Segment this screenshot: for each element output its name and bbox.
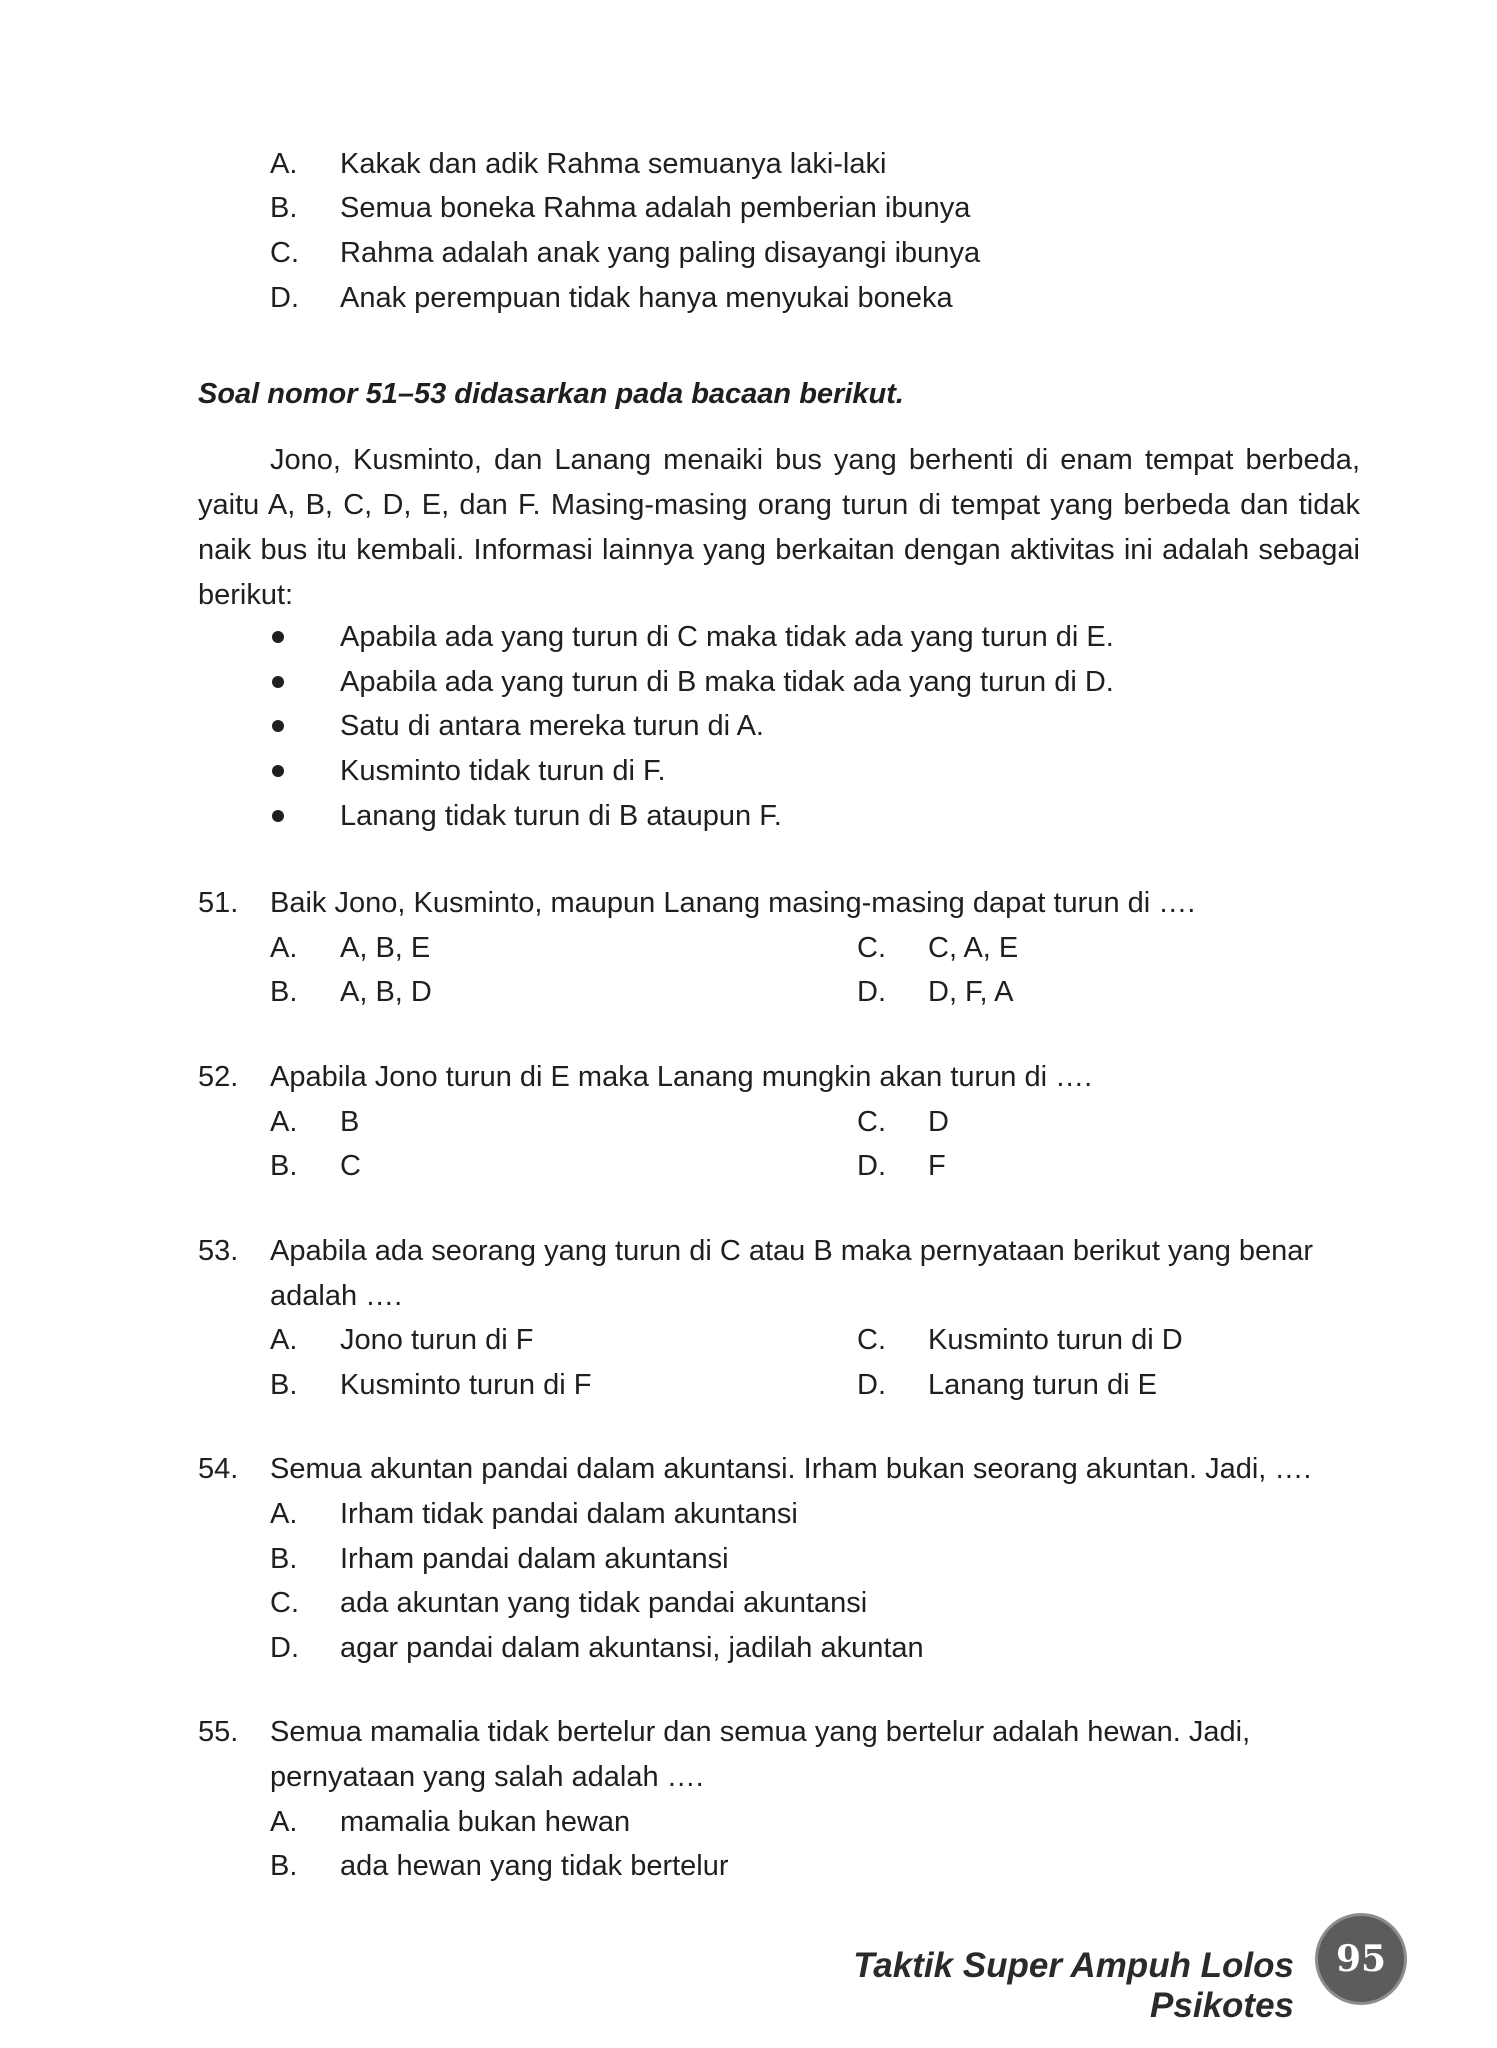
bullet-icon: [272, 810, 284, 822]
option-text: ada hewan yang tidak bertelur: [340, 1850, 729, 1882]
question-text: Baik Jono, Kusminto, maupun Lanang masing-masing dapat turun di ….: [270, 887, 1196, 919]
option-letter: D.: [857, 976, 886, 1008]
book-title: Taktik Super Ampuh Lolos Psikotes: [853, 1946, 1294, 2025]
option-text: A, B, E: [340, 932, 431, 964]
option-letter: D.: [857, 1150, 886, 1182]
option-letter: B.: [270, 1369, 298, 1401]
bullet-item: Apabila ada yang turun di B maka tidak ada yang turun di D.: [340, 666, 1114, 698]
option-letter: A.: [270, 1106, 298, 1138]
option-text: A, B, D: [340, 976, 432, 1008]
option-text: mamalia bukan hewan: [340, 1806, 631, 1838]
page-number-badge: [1318, 1916, 1404, 2002]
option-text: F: [928, 1150, 946, 1182]
option-letter: C.: [857, 1324, 886, 1356]
option-text: D, F, A: [928, 976, 1014, 1008]
bullet-item: Lanang tidak turun di B ataupun F.: [340, 800, 782, 832]
question-number: 51.: [198, 887, 239, 919]
option-letter: C.: [270, 237, 299, 269]
option-text: B: [340, 1106, 360, 1138]
bullet-icon: [272, 720, 284, 732]
option-letter: B.: [270, 976, 298, 1008]
question-text-continued: pernyataan yang salah adalah ….: [270, 1761, 704, 1793]
option-letter: B.: [270, 1850, 298, 1882]
option-text: Lanang turun di E: [928, 1369, 1157, 1401]
option-text: Jono turun di F: [340, 1324, 534, 1356]
question-text: Apabila Jono turun di E maka Lanang mungkin akan turun di ….: [270, 1061, 1093, 1093]
option-letter: A.: [270, 932, 298, 964]
option-text: Kusminto turun di F: [340, 1369, 592, 1401]
question-number: 52.: [198, 1061, 239, 1093]
option-letter: B.: [270, 1150, 298, 1182]
option-text: ada akuntan yang tidak pandai akuntansi: [340, 1587, 868, 1619]
option-letter: D.: [857, 1369, 886, 1401]
option-text: agar pandai dalam akuntansi, jadilah akuntan: [340, 1632, 924, 1664]
page-number: 95: [1335, 1938, 1387, 1980]
question-text: Semua mamalia tidak bertelur dan semua yang bertelur adalah hewan. Jadi,: [270, 1716, 1251, 1748]
option-letter: C.: [857, 1106, 886, 1138]
bullet-icon: [272, 676, 284, 688]
reading-passage: Jono, Kusminto, dan Lanang menaiki bus yang berhenti di enam tempat berbeda, yaitu A, B, C, D, E, dan F. Masing-masing orang turun di tempat yang berbeda dan tidak naik bus itu kembali. Informasi lainnya yang berkaitan dengan aktivitas ini adalah sebagai berikut:: [198, 444, 1360, 611]
option-letter: B.: [270, 192, 298, 224]
option-text: Anak perempuan tidak hanya menyukai boneka: [340, 282, 953, 314]
option-text: Rahma adalah anak yang paling disayangi ibunya: [340, 237, 981, 269]
option-text: Irham tidak pandai dalam akuntansi: [340, 1498, 798, 1530]
question-text: Semua akuntan pandai dalam akuntansi. Irham bukan seorang akuntan. Jadi, ….: [270, 1453, 1312, 1485]
option-letter: A.: [270, 1806, 298, 1838]
bullet-icon: [272, 631, 284, 643]
bullet-item: Apabila ada yang turun di C maka tidak ada yang turun di E.: [340, 621, 1114, 653]
question-number: 54.: [198, 1453, 239, 1485]
bullet-item: Kusminto tidak turun di F.: [340, 755, 666, 787]
option-text: Semua boneka Rahma adalah pemberian ibunya: [340, 192, 971, 224]
option-letter: A.: [270, 1324, 298, 1356]
section-heading: Soal nomor 51–53 didasarkan pada bacaan berikut.: [198, 378, 904, 410]
option-letter: B.: [270, 1543, 298, 1575]
bullet-icon: [272, 765, 284, 777]
question-number: 55.: [198, 1716, 239, 1748]
option-letter: A.: [270, 1498, 298, 1530]
question-number: 53.: [198, 1235, 239, 1267]
option-letter: D.: [270, 1632, 299, 1664]
option-text: Irham pandai dalam akuntansi: [340, 1543, 729, 1575]
option-text: C: [340, 1150, 361, 1182]
option-letter: C.: [270, 1587, 299, 1619]
option-text: C, A, E: [928, 932, 1019, 964]
bullet-item: Satu di antara mereka turun di A.: [340, 710, 764, 742]
option-text: Kakak dan adik Rahma semuanya laki-laki: [340, 148, 887, 180]
option-letter: D.: [270, 282, 299, 314]
option-text: D: [928, 1106, 949, 1138]
question-text: Apabila ada seorang yang turun di C atau B maka pernyataan berikut yang benar: [270, 1235, 1314, 1267]
option-text: Kusminto turun di D: [928, 1324, 1183, 1356]
option-letter: A.: [270, 148, 298, 180]
question-text-continued: adalah ….: [270, 1280, 403, 1312]
option-letter: C.: [857, 932, 886, 964]
